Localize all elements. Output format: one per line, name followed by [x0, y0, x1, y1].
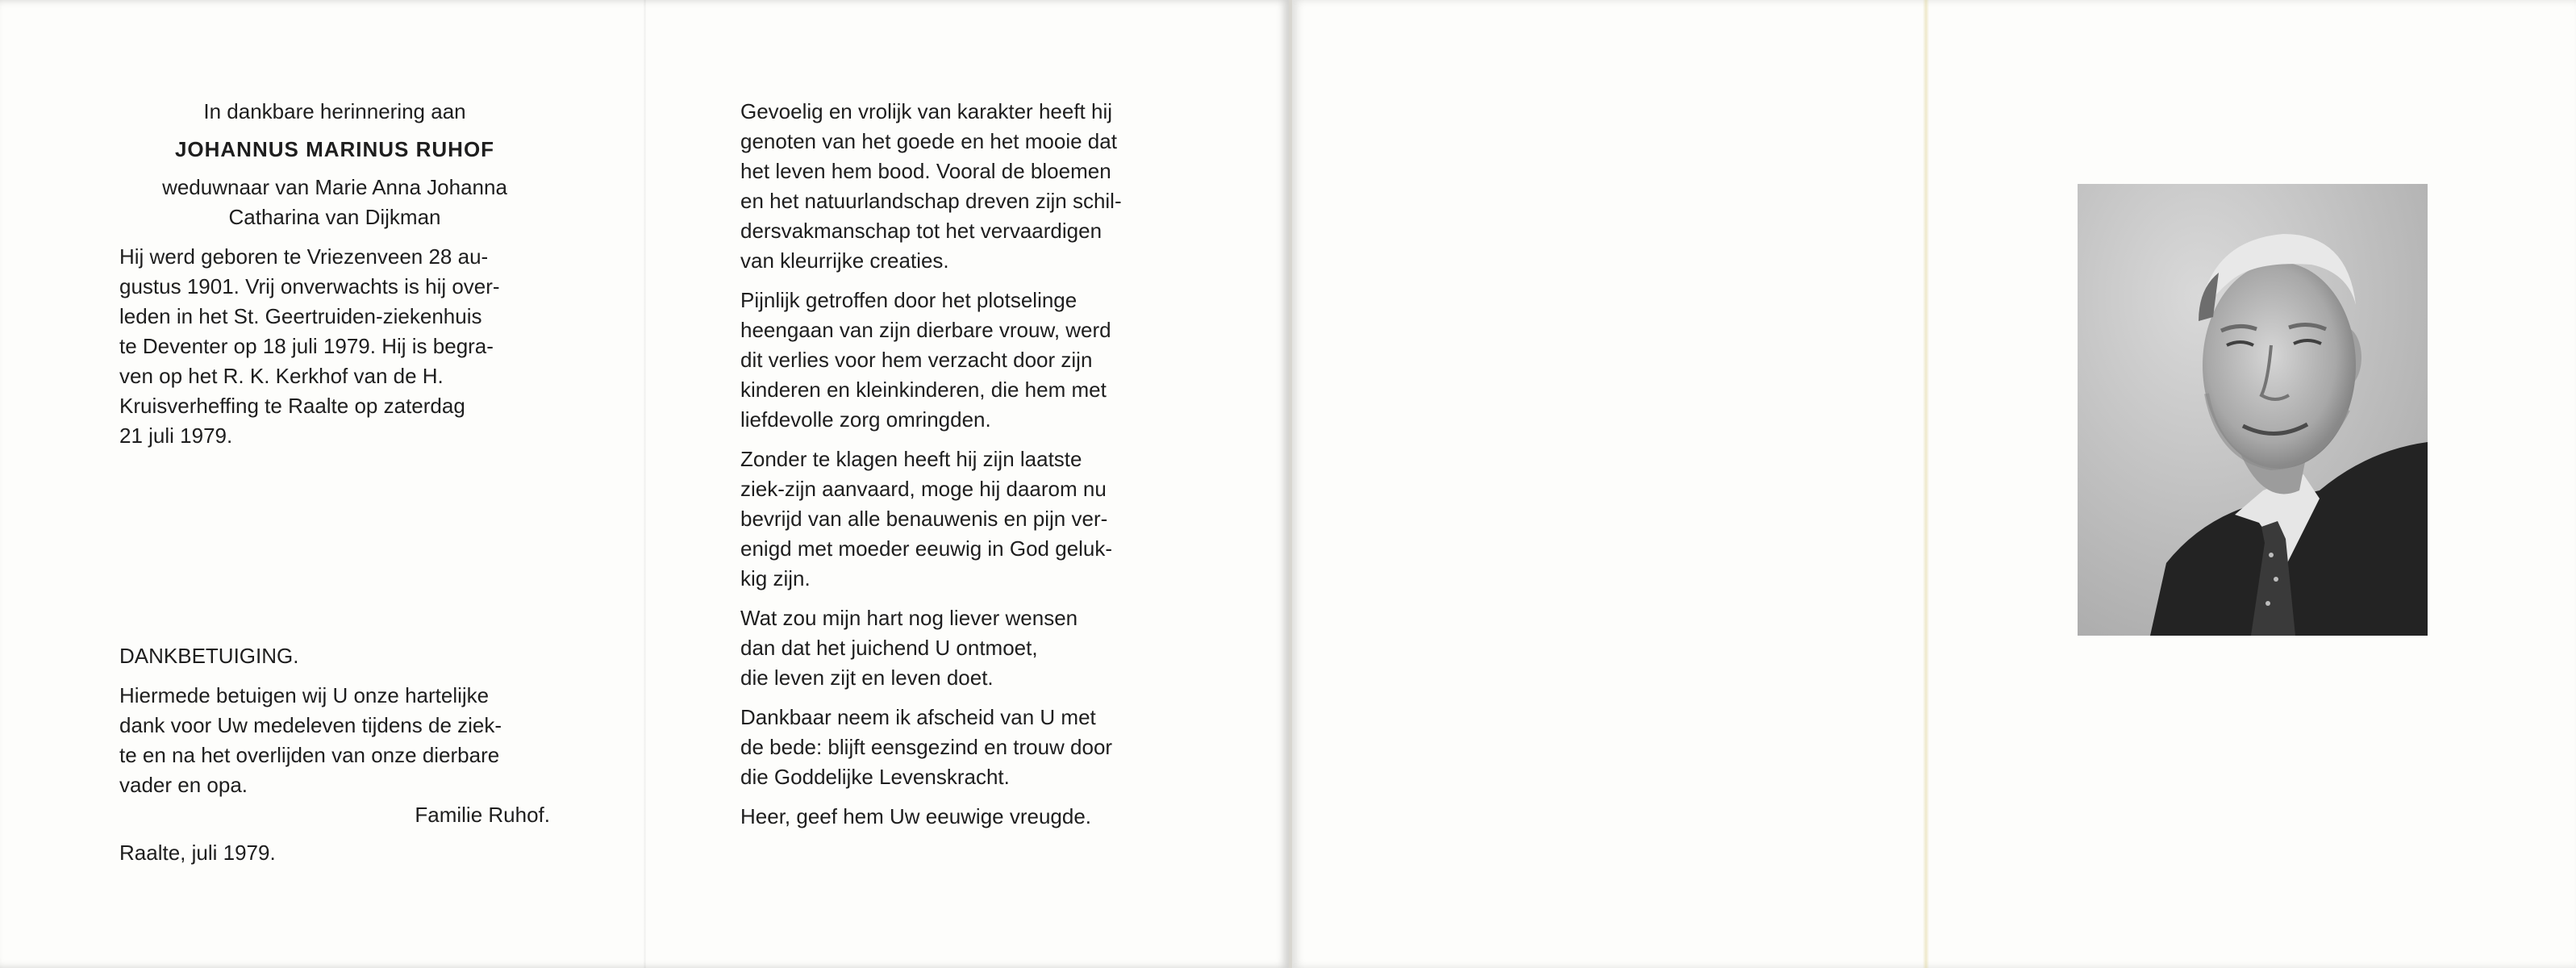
text-line: kinderen en kleinkinderen, die hem met: [740, 378, 1107, 402]
text-line: heengaan van zijn dierbare vrouw, werd: [740, 318, 1111, 342]
text-line: Dankbaar neem ik afscheid van U met: [740, 705, 1096, 729]
deceased-name: JOHANNUS MARINUS RUHOF: [174, 137, 495, 161]
text-line: kig zijn.: [740, 566, 811, 590]
bio-line: Kruisverheffing te Raalte op zaterdag: [119, 394, 465, 418]
text-line: dersvakmanschap tot het vervaardigen: [740, 219, 1103, 243]
thanks-line: dank voor Uw medeleven tijdens de ziek-: [119, 713, 502, 737]
text-line: bevrijd van alle benauwenis en pijn ver-: [740, 507, 1108, 531]
closing-prayer: Heer, geef hem Uw eeuwige vreugde.: [740, 804, 1092, 828]
paragraph-farewell: [740, 703, 1171, 792]
text-line: Gevoelig en vrolijk van karakter heeft hij: [740, 99, 1113, 123]
text-line: enigd met moeder eeuwig in God geluk-: [740, 536, 1113, 561]
text-line: en het natuurlandschap dreven zijn schil-: [740, 189, 1122, 213]
text-line: Zonder te klagen heeft hij zijn laatste: [740, 447, 1082, 471]
text-line: Pijnlijk getroffen door het plotselinge: [740, 288, 1078, 312]
text-line: die leven zijt en leven doet.: [740, 666, 994, 690]
text-line: dit verlies voor hem verzacht door zijn: [740, 348, 1093, 372]
thanks-line: vader en opa.: [119, 773, 248, 797]
fold-line-left: [644, 0, 646, 968]
biography: [119, 242, 550, 451]
text-line: het leven hem bood. Vooral de bloemen: [740, 159, 1111, 183]
bio-line: leden in het St. Geertruiden-ziekenhuis: [119, 304, 482, 328]
intro-line: In dankbare herinnering aan: [203, 99, 466, 123]
text-line: genoten van het goede en het mooie dat: [740, 129, 1117, 153]
text-line: liefdevolle zorg omringden.: [740, 407, 991, 432]
paragraph-illness: [740, 444, 1171, 594]
widower-line-2: Catharina van Dijkman: [228, 205, 441, 229]
fold-line-right: [1923, 0, 1929, 968]
bio-line: Hij werd geboren te Vriezenveen 28 au-: [119, 244, 489, 269]
thanks-section: [119, 641, 550, 868]
text-line: die Goddelijke Levenskracht.: [740, 765, 1010, 789]
text-line: dan dat het juichend U ontmoet,: [740, 636, 1038, 660]
bio-line: 21 juli 1979.: [119, 424, 233, 448]
paragraph-character: [740, 97, 1171, 276]
portrait-photo-icon: [2078, 184, 2428, 636]
family-signature: Familie Ruhof.: [415, 803, 550, 827]
text-line: Wat zou mijn hart nog liever wensen: [740, 606, 1078, 630]
left-column: [119, 97, 550, 451]
widower-line-1: weduwnaar van Marie Anna Johanna: [162, 175, 507, 199]
paragraph-loss: [740, 286, 1171, 435]
thanks-heading: DANKBETUIGING.: [119, 644, 299, 668]
bio-line: ven op het R. K. Kerkhof van de H.: [119, 364, 444, 388]
place-date: Raalte, juli 1979.: [119, 841, 276, 865]
bio-line: te Deventer op 18 juli 1979. Hij is begra-: [119, 334, 494, 358]
paragraph-verse: [740, 603, 1171, 693]
thanks-line: Hiermede betuigen wij U onze hartelijke: [119, 683, 490, 707]
middle-column: [740, 97, 1171, 832]
bio-line: gustus 1901. Vrij onverwachts is hij over-: [119, 274, 500, 298]
text-line: van kleurrijke creaties.: [740, 248, 949, 273]
text-line: ziek-zijn aanvaard, moge hij daarom nu: [740, 477, 1107, 501]
thanks-line: te en na het overlijden van onze dierbare: [119, 743, 500, 767]
text-line: de bede: blijft eensgezind en trouw door: [740, 735, 1113, 759]
